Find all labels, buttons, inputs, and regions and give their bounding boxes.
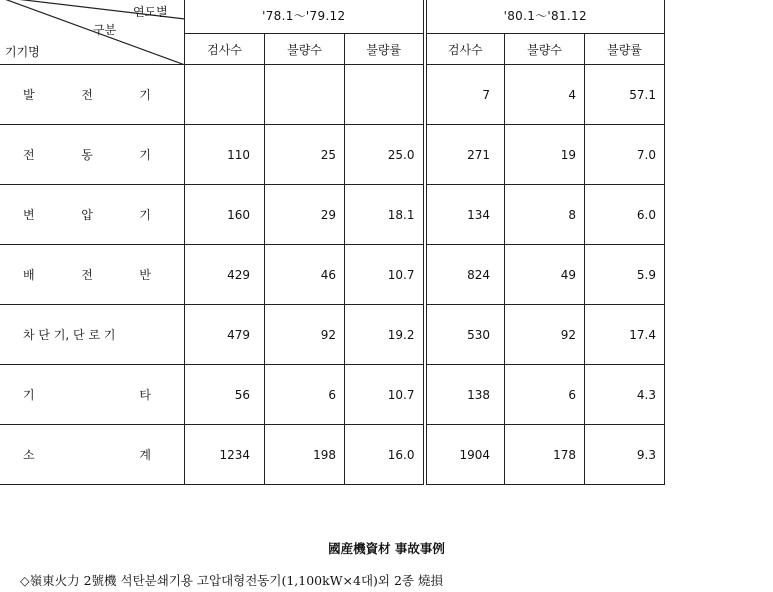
inspections-cell: 429 xyxy=(185,245,265,305)
table-row xyxy=(0,65,665,125)
inspections-cell: 1904 xyxy=(425,425,505,485)
table-body xyxy=(0,65,665,485)
table-row xyxy=(0,245,665,305)
equipment-name-cell xyxy=(0,185,185,245)
defects-cell: 25 xyxy=(265,125,345,185)
inspections-cell: 271 xyxy=(425,125,505,185)
defect-rate-cell: 19.2 xyxy=(345,305,425,365)
col-header-inspections: 검사수 xyxy=(185,34,265,65)
inspections-cell: 479 xyxy=(185,305,265,365)
equipment-name-char: 차 단 기, 단 로 기 xyxy=(23,328,116,342)
defect-rate-cell: 10.7 xyxy=(345,365,425,425)
inspections-cell: 530 xyxy=(425,305,505,365)
inspections-cell: 134 xyxy=(425,185,505,245)
defects-cell: 49 xyxy=(505,245,585,305)
equipment-name-char: 변 xyxy=(23,208,35,222)
inspections-cell: 1234 xyxy=(185,425,265,485)
inspections-cell: 138 xyxy=(425,365,505,425)
header-row-periods xyxy=(0,0,665,34)
col-header-defect-rate: 불량률 xyxy=(585,34,665,65)
equipment-name-cell xyxy=(0,425,185,485)
defects-cell xyxy=(265,65,345,125)
equipment-name-cell xyxy=(0,305,185,365)
defects-cell: 29 xyxy=(265,185,345,245)
equipment-name-char: 동 xyxy=(81,148,93,162)
defect-rate-cell: 7.0 xyxy=(585,125,665,185)
equipment-name-char: 계 xyxy=(139,448,151,462)
equipment-name-char: 소 xyxy=(23,448,35,462)
inspections-cell: 160 xyxy=(185,185,265,245)
equipment-name-char: 전 xyxy=(81,268,93,282)
note-line: ◇嶺東火力 2號機 석탄분쇄기용 고압대형전동기(1,100kW×4대)외 2종 燒損 xyxy=(20,573,443,588)
equipment-name-char: 발 xyxy=(23,88,35,102)
defects-cell: 178 xyxy=(505,425,585,485)
table-row xyxy=(0,125,665,185)
period-header-1: '78.1～'79.12 xyxy=(185,0,425,34)
inspections-cell: 56 xyxy=(185,365,265,425)
equipment-name-cell xyxy=(0,365,185,425)
equipment-name-cell xyxy=(0,65,185,125)
defect-rate-cell xyxy=(345,65,425,125)
defects-cell: 6 xyxy=(265,365,345,425)
col-header-defects: 불량수 xyxy=(505,34,585,65)
equipment-name-char: 타 xyxy=(139,388,151,402)
equipment-name-char: 반 xyxy=(139,268,151,282)
equipment-name-char: 압 xyxy=(81,208,93,222)
defect-rate-cell: 57.1 xyxy=(585,65,665,125)
defect-rate-cell: 10.7 xyxy=(345,245,425,305)
defects-cell: 92 xyxy=(265,305,345,365)
defects-cell: 46 xyxy=(265,245,345,305)
defects-cell: 19 xyxy=(505,125,585,185)
note-title: 國産機資材 事故事例 xyxy=(328,541,445,556)
equipment-name-char: 배 xyxy=(23,268,35,282)
equipment-name-char: 기 xyxy=(139,208,151,222)
period-header-2: '80.1～'81.12 xyxy=(425,0,665,34)
inspections-cell: 824 xyxy=(425,245,505,305)
equipment-name-cell xyxy=(0,245,185,305)
year-label: 연도별 xyxy=(133,5,168,19)
equipment-name-char: 전 xyxy=(81,88,93,102)
inspections-cell xyxy=(185,65,265,125)
defects-cell: 92 xyxy=(505,305,585,365)
equipment-name-cell xyxy=(0,125,185,185)
defects-cell: 4 xyxy=(505,65,585,125)
equipment-name-char: 기 xyxy=(139,88,151,102)
defect-rate-cell: 16.0 xyxy=(345,425,425,485)
equipment-name-char: 기 xyxy=(139,148,151,162)
defects-cell: 6 xyxy=(505,365,585,425)
defects-cell: 8 xyxy=(505,185,585,245)
category-label: 구분 xyxy=(93,23,117,37)
col-header-defect-rate: 불량률 xyxy=(345,34,425,65)
equipment-label: 기기명 xyxy=(5,45,40,59)
defect-rate-cell: 4.3 xyxy=(585,365,665,425)
col-header-defects: 불량수 xyxy=(265,34,345,65)
equipment-name-char: 전 xyxy=(23,148,35,162)
inspections-cell: 7 xyxy=(425,65,505,125)
table-row xyxy=(0,365,665,425)
col-header-inspections: 검사수 xyxy=(425,34,505,65)
inspections-cell: 110 xyxy=(185,125,265,185)
equipment-name-char: 기 xyxy=(23,388,35,402)
defects-cell: 198 xyxy=(265,425,345,485)
table-row xyxy=(0,185,665,245)
defect-rate-cell: 25.0 xyxy=(345,125,425,185)
corner-header-cell xyxy=(0,0,185,65)
defect-rate-cell: 6.0 xyxy=(585,185,665,245)
defect-rate-cell: 9.3 xyxy=(585,425,665,485)
defect-rate-cell: 17.4 xyxy=(585,305,665,365)
defect-rate-cell: 5.9 xyxy=(585,245,665,305)
table-row xyxy=(0,305,665,365)
defect-rate-cell: 18.1 xyxy=(345,185,425,245)
table-row xyxy=(0,425,665,485)
